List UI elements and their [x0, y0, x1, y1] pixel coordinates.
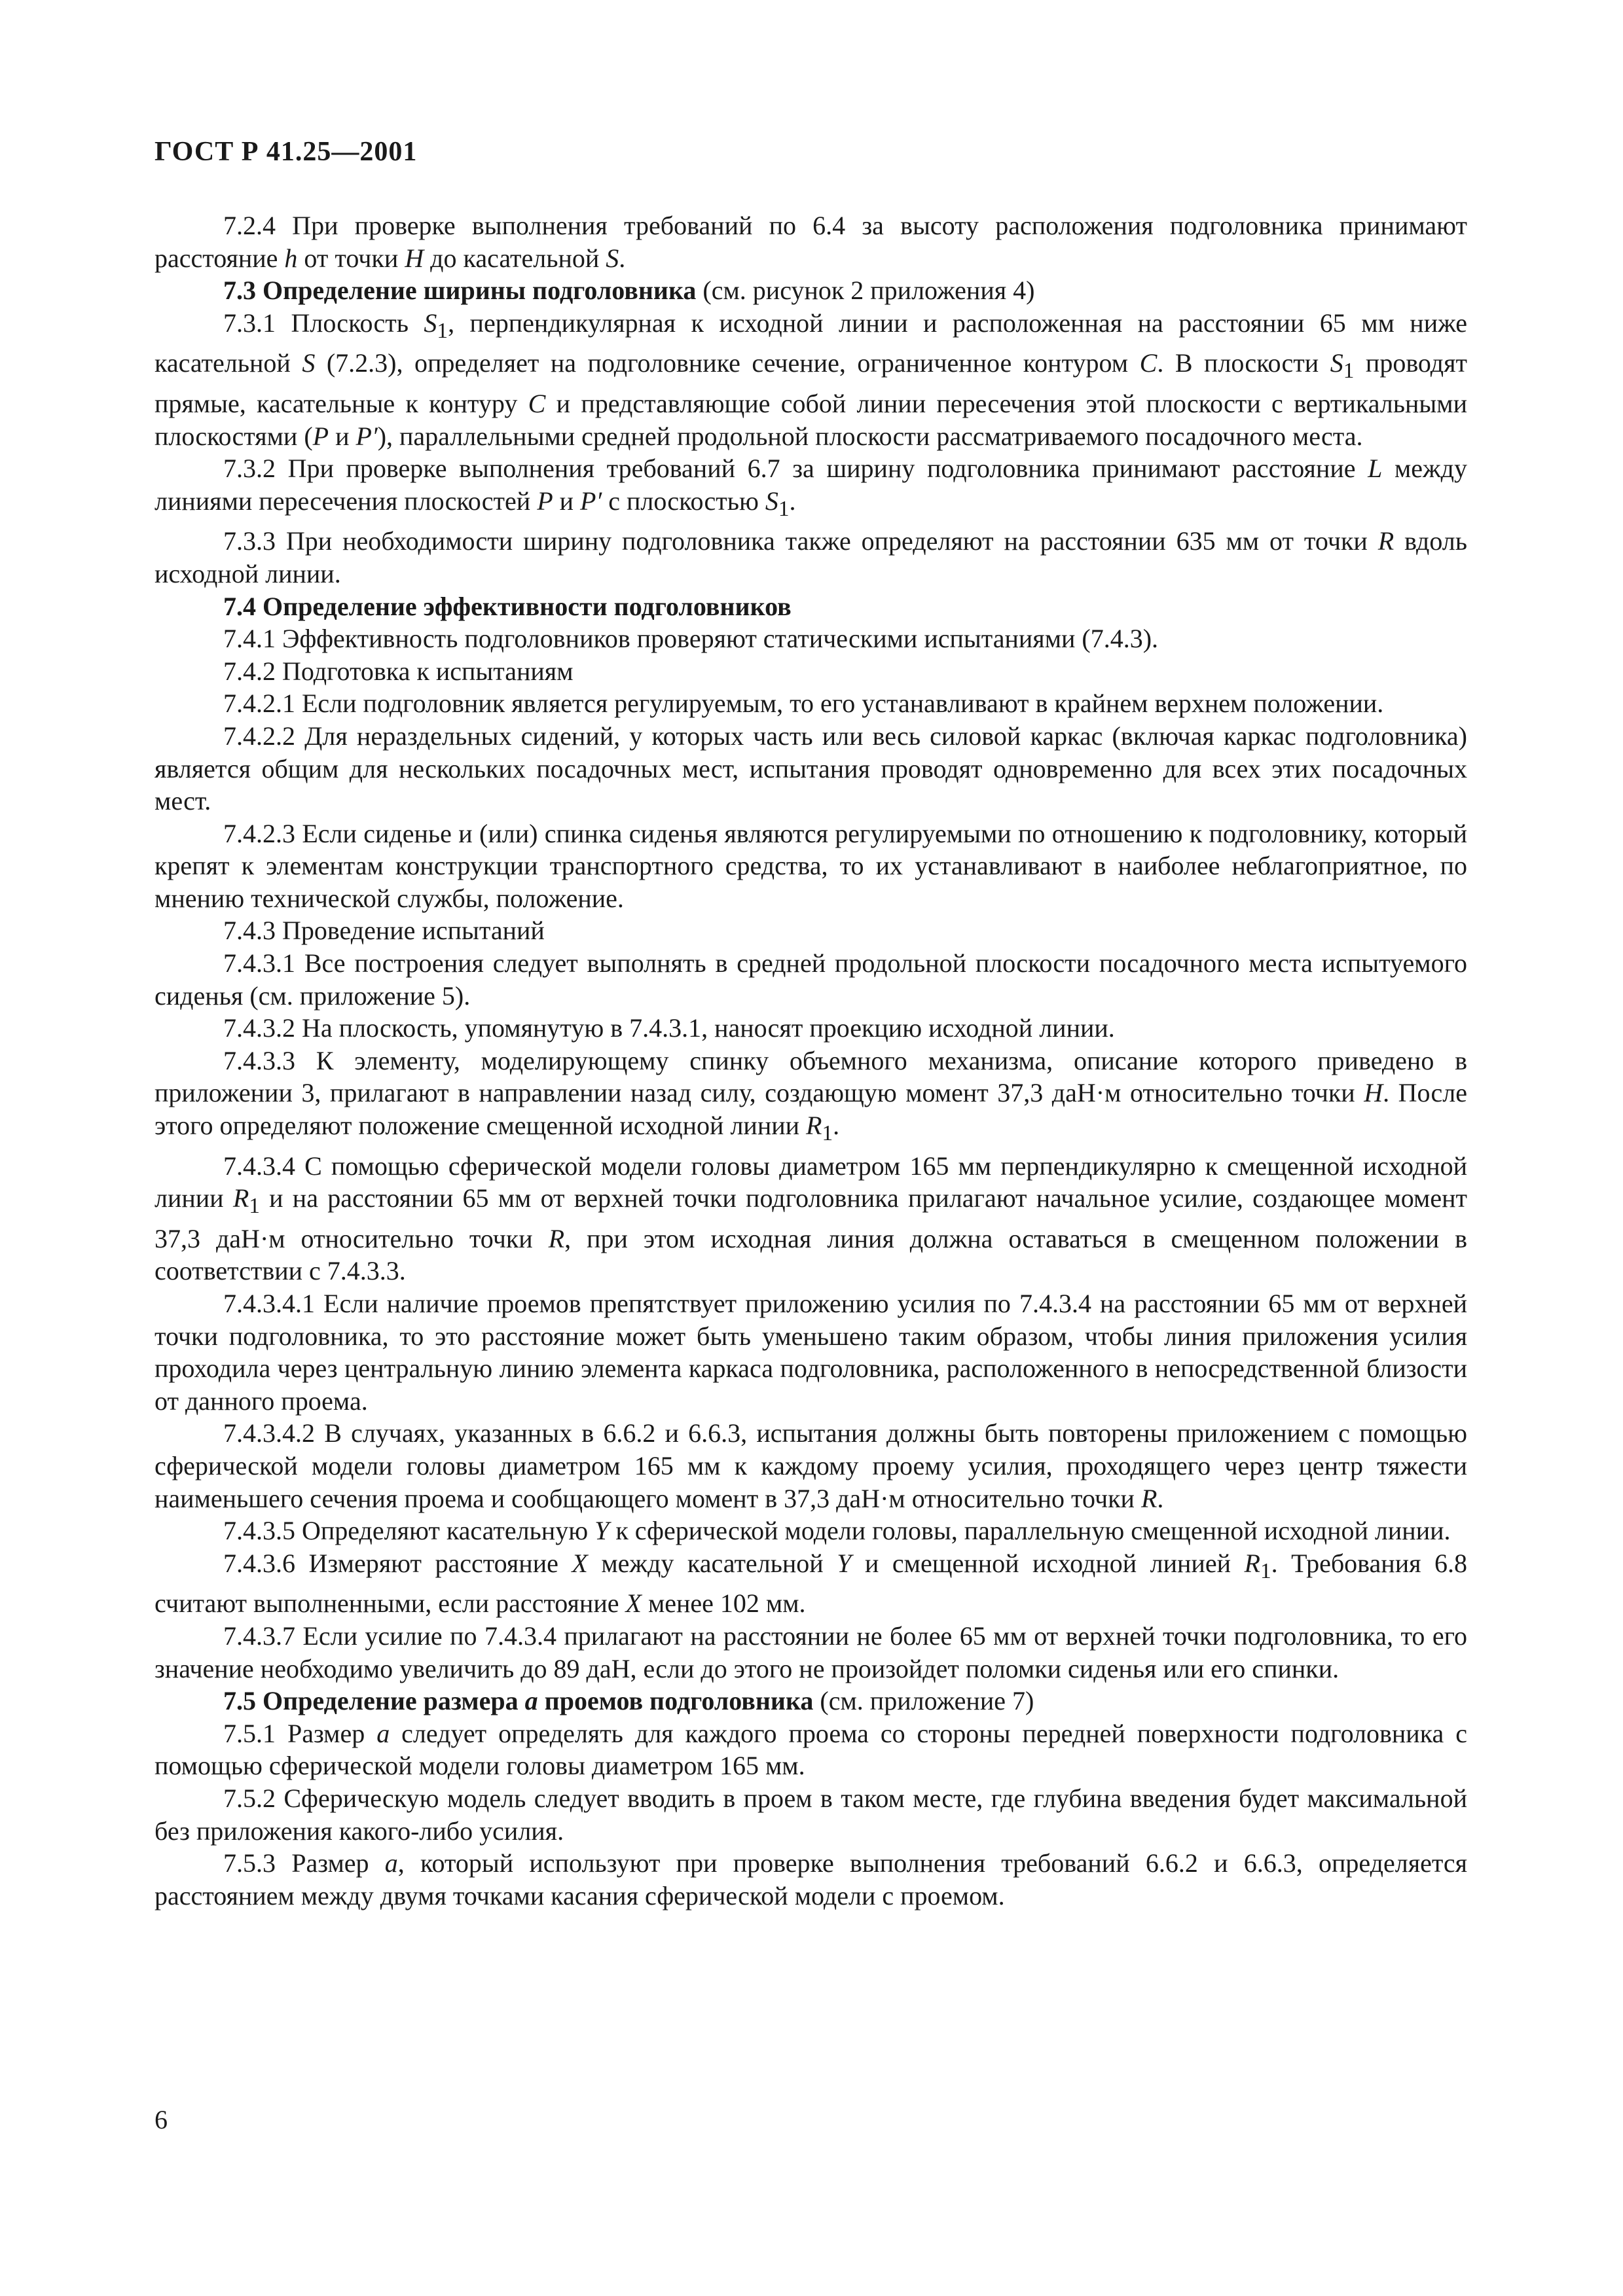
paragraph-7-4-3: 7.4.3 Проведение испытаний: [223, 916, 545, 946]
document-body: [155, 209, 1467, 1912]
paragraph-7-2-4: 7.2.4 При проверке выполнения требований по 6.4 за высоту расположения подголовника принимают расстояние h от точки H до касательной S.: [155, 211, 1467, 273]
paragraph-7-4-2: 7.4.2 Подготовка к испытаниям: [223, 656, 574, 686]
paragraph-7-4-3-4: 7.4.3.4 С помощью сферической модели головы диаметром 165 мм перпендикулярно к смещенной исходной линии $R_1$ и на расстоянии 65 мм от верхней точки подголовника прилагают начальное усилие, создающее момент 37,3 даН·м относительно точки R, при этом исходная линия должна оставаться в смещенном положении в соответствии с 7.4.3.3.: [155, 1151, 1468, 1286]
section-heading-7-3: 7.3 Определение ширины подголовника (см. рисунок 2 приложения 4): [223, 276, 1035, 306]
document-header: ГОСТ Р 41.25—2001: [155, 137, 418, 167]
page-number: 6: [155, 2105, 168, 2134]
paragraph-7-4-2-3: 7.4.2.3 Если сиденье и (или) спинка сиденья являются регулируемыми по отношению к подголовнику, который крепят к элементам конструкции транспортного средства, то их устанавливают в наиболее неблагоприятное, по мнению технической службы, положение.: [155, 818, 1467, 913]
paragraph-7-5-2: 7.5.2 Сферическую модель следует вводить в проем в таком месте, где глубина введения будет максимальной без приложения какого-либо усилия.: [155, 1783, 1467, 1846]
paragraph-7-4-3-6: 7.4.3.6 Измеряют расстояние X между касательной Y и смещенной исходной линией $R_1$. Требования 6.8 считают выполненными, если расстояние X менее 102 мм.: [155, 1548, 1468, 1619]
paragraph-7-3-2: 7.3.2 При проверке выполнения требований 6.7 за ширину подголовника принимают расстояние L между линиями пересечения плоскостей P и P′ с плоскостью $S_1$.: [155, 454, 1467, 521]
paragraph-7-5-3: 7.5.3 Размер a, который используют при проверке выполнения требований 6.6.2 и 6.6.3, определяется расстоянием между двумя точками касания сферической модели с проемом.: [155, 1848, 1467, 1910]
paragraph-7-4-3-2: 7.4.3.2 На плоскость, упомянутую в 7.4.3.1, наносят проекцию исходной линии.: [223, 1013, 1115, 1043]
section-heading-7-4: 7.4 Определение эффективности подголовников: [223, 591, 792, 621]
section-heading-7-5: 7.5 Определение размера a проемов подголовника (см. приложение 7): [223, 1686, 1034, 1716]
paragraph-7-4-3-7: 7.4.3.7 Если усилие по 7.4.3.4 прилагают на расстоянии не более 65 мм от верхней точки подголовника, то его значение необходимо увеличить до 89 даН, если до этого не произойдет поломки сиденья или его спинки.: [155, 1621, 1467, 1683]
paragraph-7-4-3-3: 7.4.3.3 К элементу, моделирующему спинку объемного механизма, описание которого приведено в приложении 3, прилагают в направлении назад силу, создающую момент 37,3 даН·м относительно точки H. После этого определяют положение смещенной исходной линии $R_1$.: [155, 1045, 1468, 1146]
paragraph-7-4-3-4-1: 7.4.3.4.1 Если наличие проемов препятствует приложению усилия по 7.4.3.4 на расстоянии 65 мм от верхней точки подголовника, то это расстояние может быть уменьшено таким образом, чтобы линия приложения усилия проходила через центральную линию элемента каркаса подголовника, расположенного в непосредственной близости от данного проема.: [155, 1289, 1467, 1416]
paragraph-7-3-3: 7.3.3 При необходимости ширину подголовника также определяют на расстоянии 635 мм от точки R вдоль исходной линии.: [155, 526, 1467, 588]
paragraph-7-5-1: 7.5.1 Размер a следует определять для каждого проема со стороны передней поверхности подголовника с помощью сферической модели головы диаметром 165 мм.: [155, 1718, 1467, 1781]
paragraph-7-3-1: 7.3.1 Плоскость $S_1$, перпендикулярная к исходной линии и расположенная на расстоянии 65 мм ниже касательной S (7.2.3), определяет на подголовнике сечение, ограниченное контуром C. В плоскости $S_1$ проводят прямые, касательные к контуру C и представляющие собой линии пересечения этой плоскости с вертикальными плоскостями (P и P′), параллельными средней продольной плоскости рассматриваемого посадочного места.: [155, 308, 1468, 451]
paragraph-7-4-2-1: 7.4.2.1 Если подголовник является регулируемым, то его устанавливают в крайнем верхнем положении.: [223, 689, 1384, 719]
paragraph-7-4-3-1: 7.4.3.1 Все построения следует выполнять в средней продольной плоскости посадочного места испытуемого сиденья (см. приложение 5).: [155, 948, 1467, 1011]
paragraph-7-4-3-4-2: 7.4.3.4.2 В случаях, указанных в 6.6.2 и 6.6.3, испытания должны быть повторены приложением с помощью сферической модели головы диаметром 165 мм к каждому проему усилия, проходящего через центр тяжести наименьшего сечения проема и сообщающего момент в 37,3 даН·м относительно точки R.: [155, 1418, 1467, 1513]
paragraph-7-4-2-2: 7.4.2.2 Для нераздельных сидений, у которых часть или весь силовой каркас (включая каркас подголовника) является общим для нескольких посадочных мест, испытания проводят одновременно для всех этих посадочных мест.: [155, 721, 1467, 816]
paragraph-7-4-1: 7.4.1 Эффективность подголовников проверяют статическими испытаниями (7.4.3).: [223, 624, 1159, 654]
paragraph-7-4-3-5: 7.4.3.5 Определяют касательную Y к сферической модели головы, параллельную смещенной исходной линии.: [223, 1516, 1451, 1546]
